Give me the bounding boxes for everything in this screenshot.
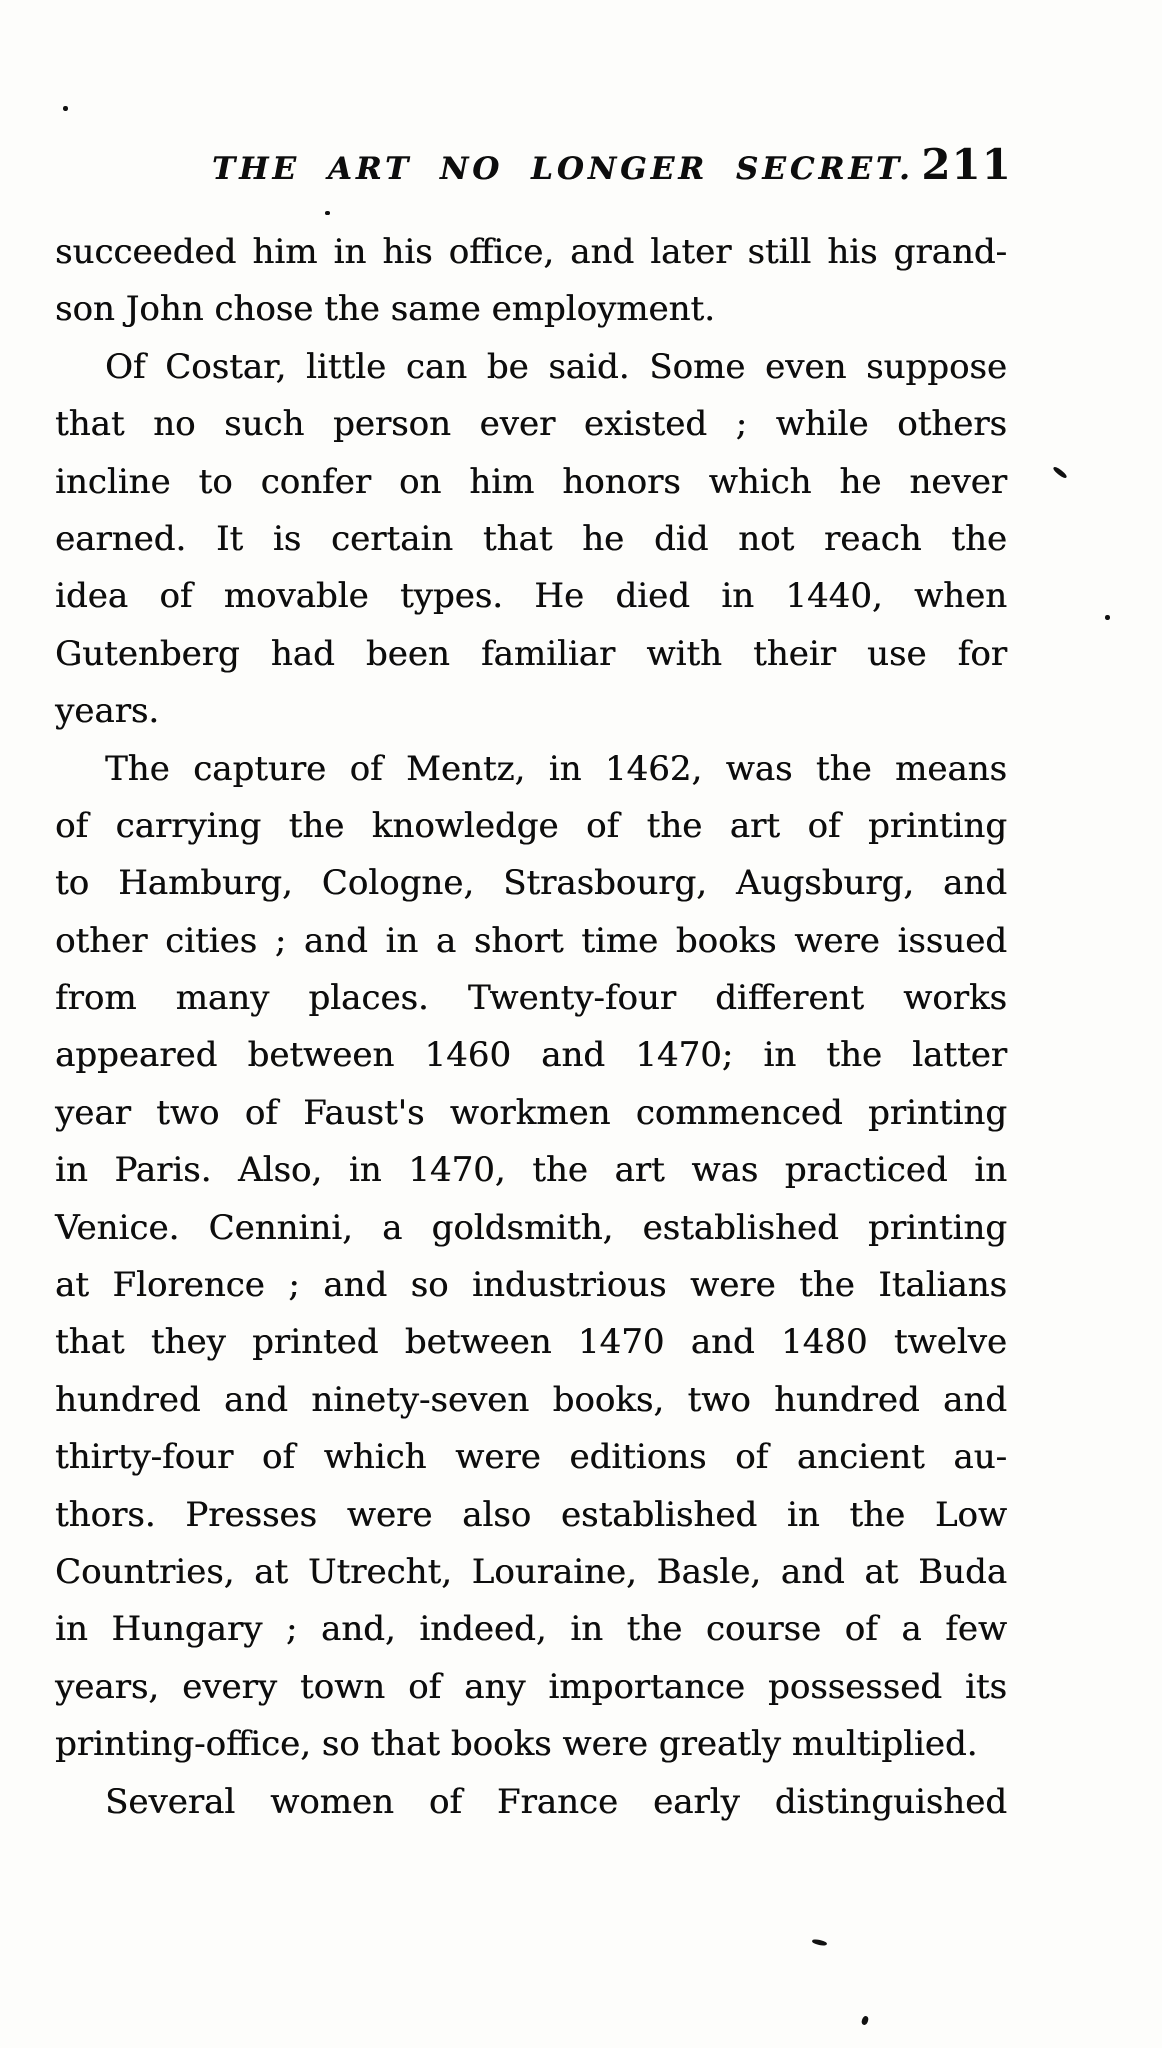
text-line-10: The capture of Mentz, in 1462, was the means — [105, 748, 1007, 789]
text-line-5: incline to confer on him honors which he never — [55, 461, 1007, 502]
text-line-24: Countries, at Utrecht, Louraine, Basle, and at Buda — [55, 1551, 1007, 1592]
text-line-13: other cities ; and in a short time books were issued — [55, 920, 1007, 961]
text-line-8: Gutenberg had been familiar with their use for — [55, 633, 1007, 674]
dot-ink-speck — [63, 106, 68, 111]
text-line-15: appeared between 1460 and 1470; in the latter — [55, 1035, 1007, 1076]
body-text — [55, 224, 1007, 1831]
running-title: THE ART NO LONGER SECRET. — [212, 151, 914, 187]
text-line-9: years. — [55, 691, 160, 732]
dot-ink-speck — [1105, 615, 1110, 620]
text-line-22: thirty-four of which were editions of ancient au- — [55, 1437, 1007, 1478]
text-line-21: hundred and ninety-seven books, two hundred and — [55, 1379, 1007, 1420]
text-line-2: son John chose the same employment. — [55, 289, 715, 330]
text-line-11: of carrying the knowledge of the art of printing — [55, 805, 1007, 846]
page-header — [212, 140, 1012, 189]
text-line-25: in Hungary ; and, indeed, in the course of a few — [55, 1609, 1007, 1650]
dash-ink-speck — [812, 1938, 828, 1946]
text-line-16: year two of Faust's workmen commenced printing — [55, 1092, 1007, 1133]
text-line-28: Several women of France early distinguished — [105, 1781, 1007, 1822]
text-line-6: earned. It is certain that he did not reach the — [55, 518, 1007, 559]
text-line-19: at Florence ; and so industrious were the Italians — [55, 1265, 1007, 1306]
text-line-7: idea of movable types. He died in 1440, when — [55, 576, 1007, 617]
page-number: 211 — [921, 140, 1012, 189]
text-line-12: to Hamburg, Cologne, Strasbourg, Augsburg, and — [55, 863, 1007, 904]
text-line-27: printing-office, so that books were greatly multiplied. — [55, 1724, 978, 1765]
text-line-23: thors. Presses were also established in the Low — [55, 1494, 1007, 1535]
text-line-1: succeeded him in his office, and later still his grand- — [55, 232, 1007, 272]
text-line-20: that they printed between 1470 and 1480 twelve — [55, 1322, 1007, 1363]
text-line-14: from many places. Twenty-four different works — [55, 978, 1007, 1019]
grave-ink-speck — [1052, 466, 1068, 480]
text-line-17: in Paris. Also, in 1470, the art was practiced in — [55, 1150, 1007, 1191]
dot-ink-speck — [861, 2015, 870, 2026]
text-line-4: that no such person ever existed ; while others — [55, 404, 1007, 445]
text-line-3: Of Costar, little can be said. Some even suppose — [105, 346, 1007, 387]
text-line-18: Venice. Cennini, a goldsmith, established printing — [55, 1207, 1007, 1248]
dot-ink-speck — [325, 211, 330, 215]
text-line-26: years, every town of any importance possessed its — [55, 1666, 1007, 1707]
